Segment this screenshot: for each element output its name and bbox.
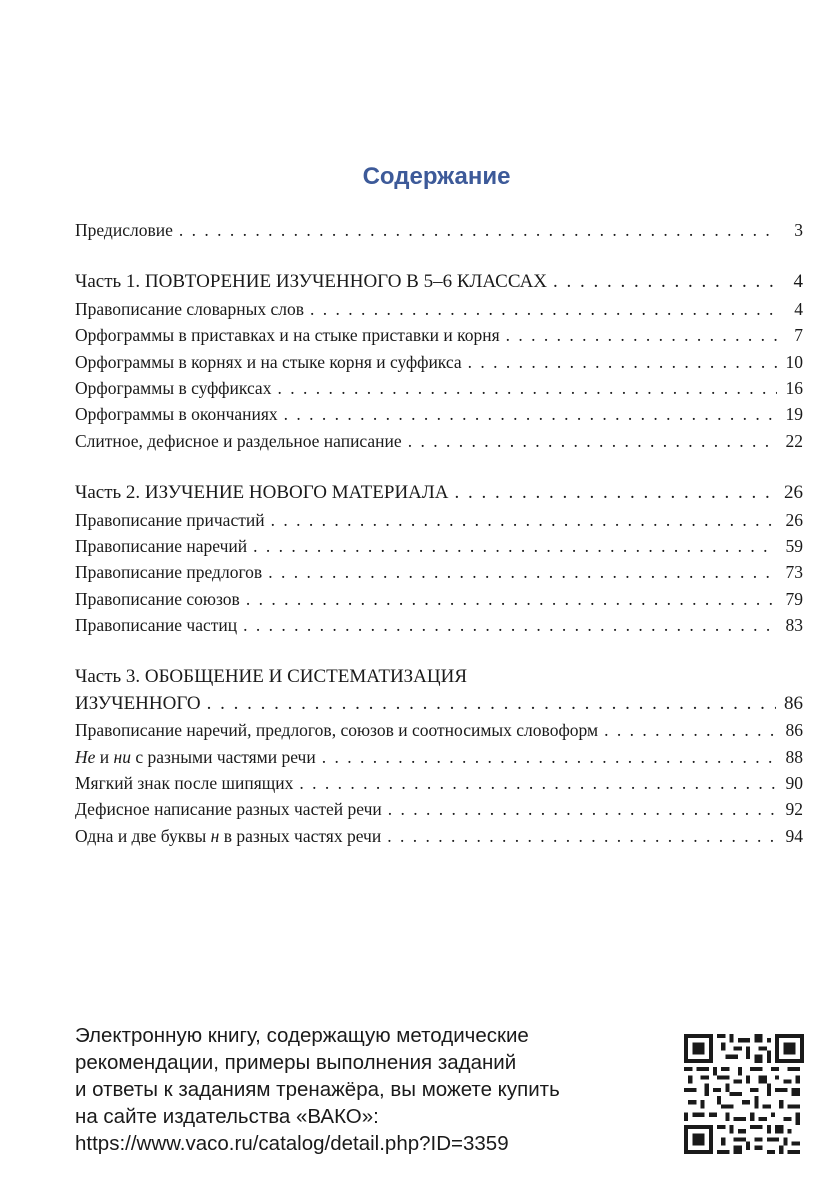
- toc-entry-label: Слитное, дефисное и раздельное написание: [75, 430, 402, 451]
- table-of-contents: [75, 217, 803, 849]
- dot-leader: [455, 480, 777, 506]
- ebook-note-line: на сайте издательства «ВАКО»:: [75, 1105, 379, 1128]
- italic-word: ни: [113, 746, 131, 767]
- toc-entry[interactable]: [75, 559, 803, 585]
- toc-page-number: 59: [785, 535, 803, 556]
- ebook-note-line: рекомендации, примеры выполнения заданий: [75, 1051, 517, 1074]
- toc-part-1[interactable]: [75, 269, 803, 295]
- toc-entry[interactable]: [75, 375, 803, 401]
- dot-leader: [253, 533, 777, 559]
- italic-word: Не: [75, 746, 96, 767]
- toc-entry-label: [75, 823, 381, 849]
- toc-page-number: 79: [785, 588, 803, 609]
- toc-entry-label: [75, 744, 316, 770]
- toc-entry[interactable]: [75, 744, 803, 770]
- toc-entry[interactable]: [75, 770, 803, 796]
- toc-entry-label: Правописание наречий: [75, 535, 248, 556]
- toc-entry[interactable]: [75, 322, 803, 348]
- dot-leader: [604, 717, 777, 743]
- dot-leader: [387, 823, 777, 849]
- dot-leader: [468, 349, 777, 375]
- toc-part-heading: ИЗУЧЕННОГО: [75, 692, 201, 714]
- dot-leader: [277, 375, 777, 401]
- dot-leader: [506, 322, 777, 348]
- toc-entry[interactable]: [75, 507, 803, 533]
- toc-part-3[interactable]: [75, 691, 803, 717]
- toc-entry[interactable]: [75, 612, 803, 638]
- toc-entry-label: Дефисное написание разных частей речи: [75, 799, 382, 820]
- toc-page-number: 7: [794, 325, 803, 346]
- dot-leader: [322, 744, 777, 770]
- toc-entry-label: Орфограммы в окончаниях: [75, 404, 278, 425]
- toc-part-heading: Часть 1. ПОВТОРЕНИЕ ИЗУЧЕННОГО В 5–6 КЛАССАХ: [75, 271, 548, 293]
- toc-page-number: 86: [785, 720, 803, 741]
- toc-page-number: 83: [785, 615, 803, 636]
- label-text: Одна и две буквы: [75, 825, 211, 846]
- toc-entry[interactable]: [75, 428, 803, 454]
- dot-leader: [310, 296, 777, 322]
- ebook-note-line: и ответы к заданиям тренажёра, вы можете купить: [75, 1078, 560, 1101]
- label-text: в разных частях речи: [219, 825, 382, 846]
- ebook-note: [75, 1022, 655, 1157]
- toc-entry-label: Правописание причастий: [75, 509, 265, 530]
- ebook-link[interactable]: https://www.vaco.ru/catalog/detail.php?ID=3359: [75, 1132, 509, 1155]
- toc-page-number: 22: [785, 430, 803, 451]
- toc-entry-label: Правописание предлогов: [75, 562, 263, 583]
- toc-page-number: 4: [793, 271, 803, 293]
- dot-leader: [271, 507, 777, 533]
- toc-page-number: 86: [784, 692, 803, 714]
- toc-page-number: 19: [785, 404, 803, 425]
- dot-leader: [246, 586, 777, 612]
- toc-entry[interactable]: [75, 823, 803, 849]
- italic-word: н: [210, 825, 220, 846]
- dot-leader: [207, 691, 776, 717]
- page-title: Содержание: [362, 163, 511, 190]
- toc-page-number: 90: [785, 773, 803, 794]
- ebook-note-line: Электронную книгу, содержащую методические: [75, 1024, 529, 1047]
- toc-page-number: 3: [794, 220, 803, 240]
- toc-page-number: 10: [785, 351, 803, 372]
- toc-page-number: 4: [794, 298, 803, 319]
- label-text: и: [95, 746, 114, 767]
- toc-entry-label: Орфограммы в приставках и на стыке приставки и корня: [75, 325, 500, 346]
- dot-leader: [553, 269, 777, 295]
- toc-entry-label: Орфограммы в суффиксах: [75, 377, 272, 398]
- qr-code-icon[interactable]: [684, 1034, 804, 1154]
- toc-entry-label: Предисловие: [75, 220, 173, 240]
- toc-page-number: 16: [785, 377, 803, 398]
- toc-entry-label: Правописание частиц: [75, 615, 238, 636]
- dot-leader: [284, 401, 777, 427]
- dot-leader: [388, 796, 777, 822]
- toc-page-number: 26: [785, 509, 803, 530]
- toc-part-heading: Часть 3. ОБОБЩЕНИЕ И СИСТЕМАТИЗАЦИЯ: [75, 666, 468, 688]
- toc-part-heading: Часть 2. ИЗУЧЕНИЕ НОВОГО МАТЕРИАЛА: [75, 482, 449, 504]
- toc-entry[interactable]: [75, 349, 803, 375]
- toc-entry-label: Правописание словарных слов: [75, 298, 304, 319]
- toc-entry[interactable]: [75, 796, 803, 822]
- toc-entry-label: Правописание союзов: [75, 588, 240, 609]
- toc-part-2[interactable]: [75, 480, 803, 506]
- toc-entry[interactable]: [75, 586, 803, 612]
- toc-entry-label: Орфограммы в корнях и на стыке корня и суффикса: [75, 351, 462, 372]
- toc-entry[interactable]: [75, 717, 803, 743]
- label-text: с разными частями речи: [130, 746, 316, 767]
- dot-leader: [268, 559, 777, 585]
- toc-entry[interactable]: [75, 401, 803, 427]
- toc-entry-label: Правописание наречий, предлогов, союзов и соотносимых словоформ: [75, 720, 599, 741]
- toc-page-number: 26: [784, 482, 803, 504]
- dot-leader: [179, 217, 777, 243]
- dot-leader: [243, 612, 777, 638]
- dot-leader: [408, 428, 777, 454]
- toc-entry-label: Мягкий знак после шипящих: [75, 773, 294, 794]
- toc-page-number: 73: [785, 562, 803, 583]
- toc-entry[interactable]: [75, 296, 803, 322]
- toc-page-number: 94: [785, 825, 803, 846]
- toc-entry-preface[interactable]: [75, 217, 803, 243]
- toc-page-number: 92: [785, 799, 803, 820]
- toc-entry[interactable]: [75, 533, 803, 559]
- dot-leader: [299, 770, 777, 796]
- toc-page-number: 88: [785, 746, 803, 767]
